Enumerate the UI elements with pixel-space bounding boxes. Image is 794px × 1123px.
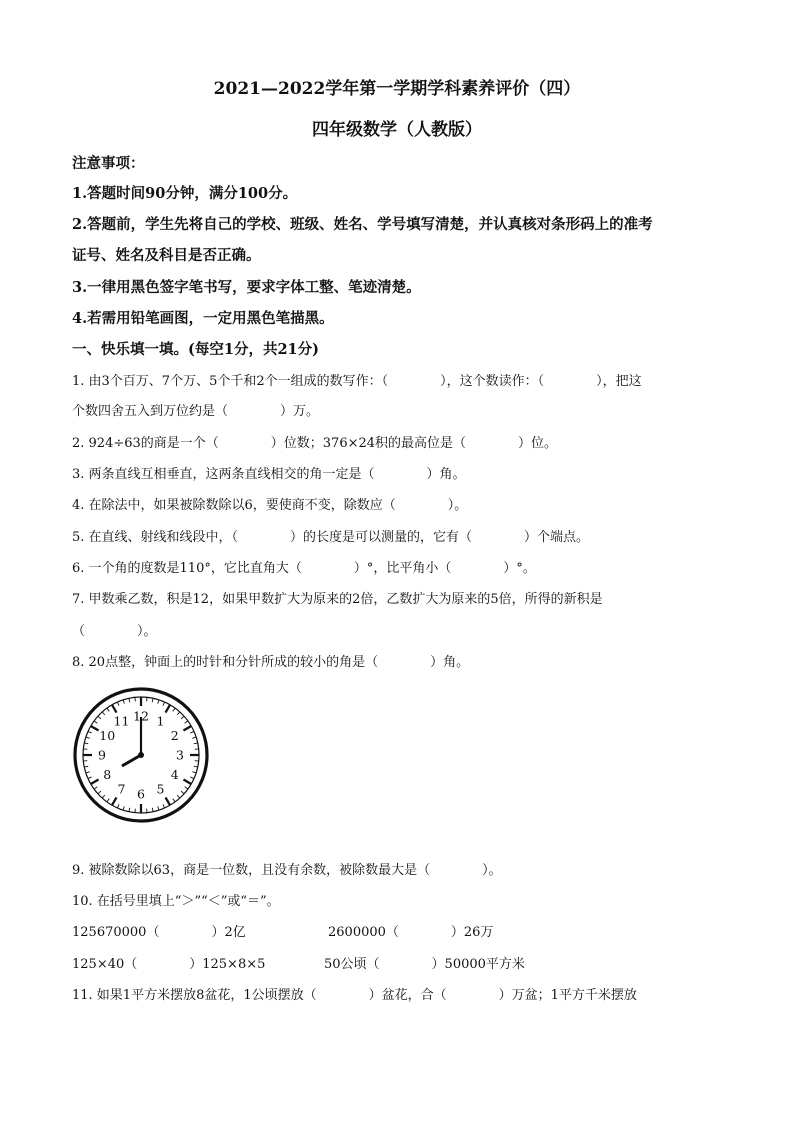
note-item-2-cont: 证号、姓名及科目是否正确。 bbox=[72, 247, 261, 264]
clock-number: 11 bbox=[113, 713, 130, 729]
question-10-row-1-left: 125670000（ ）2亿 bbox=[72, 925, 246, 940]
exam-title: 2021—2022学年第一学期学科素养评价（四） bbox=[213, 79, 581, 99]
question-4: 4. 在除法中，如果被除数除以6，要使商不变，除数应（ ）。 bbox=[72, 498, 468, 513]
question-2: 2. 924÷63的商是一个（ ）位数；376×24积的最高位是（ ）位。 bbox=[72, 436, 558, 451]
question-9: 9. 被除数除以63，商是一位数，且没有余数，被除数最大是（ ）。 bbox=[72, 863, 502, 878]
clock-number: 1 bbox=[156, 713, 165, 729]
question-1-line-2: 个数四舍五入到万位约是（ ）万。 bbox=[72, 404, 320, 419]
section-1-heading: 一、快乐填一填。(每空1分，共21分) bbox=[72, 341, 319, 358]
note-item-3: 3.一律用黑色签字笔书写，要求字体工整、笔迹清楚。 bbox=[72, 279, 421, 296]
clock-number: 12 bbox=[133, 708, 149, 724]
clock-number: 9 bbox=[98, 747, 106, 763]
question-10-row-2-right: 50公顷（ ）50000平方米 bbox=[324, 957, 525, 972]
exam-subtitle: 四年级数学（人教版） bbox=[312, 120, 482, 140]
question-5: 5. 在直线、射线和线段中，（ ）的长度是可以测量的，它有（ ）个端点。 bbox=[72, 530, 590, 545]
clock-number: 3 bbox=[176, 747, 184, 763]
notes-heading: 注意事项： bbox=[72, 155, 145, 172]
question-7-line-2: （ ）。 bbox=[72, 624, 157, 639]
note-item-2: 2.答题前，学生先将自己的学校、班级、姓名、学号填写清楚，并认真核对条形码上的准考 bbox=[72, 216, 653, 233]
clock-number: 8 bbox=[103, 767, 112, 782]
question-1-line-1: 1. 由3个百万、7个万、5个千和2个一组成的数写作：（ ），这个数读作：（ ），把这 bbox=[72, 374, 642, 389]
question-3: 3. 两条直线互相垂直，这两条直线相交的角一定是（ ）角。 bbox=[72, 467, 466, 482]
clock-number: 10 bbox=[99, 728, 116, 743]
clock-number: 4 bbox=[170, 767, 179, 782]
note-item-4: 4.若需用铅笔画图，一定用黑色笔描黑。 bbox=[72, 310, 334, 327]
question-7-line-1: 7. 甲数乘乙数，积是12，如果甲数扩大为原来的2倍，乙数扩大为原来的5倍，所得的新积是 bbox=[72, 592, 603, 607]
note-item-1: 1.答题时间90分钟，满分100分。 bbox=[72, 185, 298, 202]
clock-face-illustration bbox=[72, 686, 210, 824]
question-10: 10. 在括号里填上“＞”“＜”或“＝”。 bbox=[72, 894, 280, 909]
question-10-row-2-left: 125×40（ ）125×8×5 bbox=[72, 957, 266, 972]
question-8: 8. 20点整，钟面上的时针和分针所成的较小的角是（ ）角。 bbox=[72, 655, 470, 670]
clock-number: 7 bbox=[117, 781, 126, 797]
clock-number: 2 bbox=[170, 728, 179, 743]
question-6: 6. 一个角的度数是110°，它比直角大（ ）°，比平角小（ ）°。 bbox=[72, 561, 536, 576]
clock-number: 5 bbox=[156, 781, 165, 797]
question-10-row-1-right: 2600000（ ）26万 bbox=[328, 925, 494, 940]
clock-number: 6 bbox=[137, 786, 145, 802]
question-11: 11. 如果1平方米摆放8盆花，1公顷摆放（ ）盆花，合（ ）万盆；1平方千米摆放 bbox=[72, 988, 637, 1003]
clock-center-pin bbox=[138, 752, 144, 758]
